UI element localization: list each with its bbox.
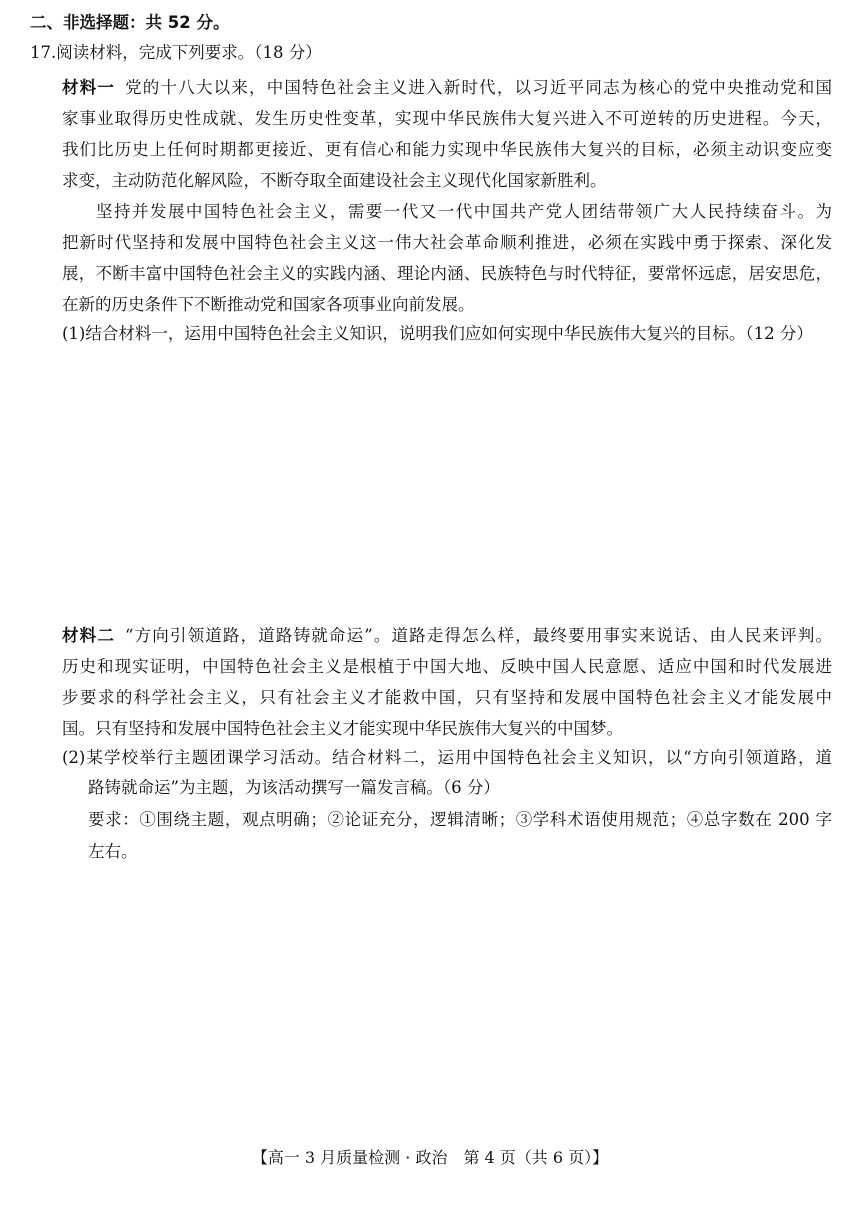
- question-2-line-1: (2)某学校举行主题团课学习活动。结合材料二，运用中国特色社会主义知识，以“方向引领道路，道: [62, 748, 832, 767]
- material1-line-2: 家事业取得历史性成就、发生历史性变革，实现中华民族伟大复兴进入不可逆转的历史进程。今天，: [62, 109, 832, 128]
- page-footer: 【高一 3 月质量检测 · 政治 第 4 页（共 6 页）】: [251, 1148, 609, 1167]
- material2-line-2: 历史和现实证明，中国特色社会主义是根植于中国大地、反映中国人民意愿、适应中国和时代发展进: [62, 657, 832, 676]
- requirements-line-2: 左右。: [88, 842, 138, 861]
- material1-p2-line-3: 展，不断丰富中国特色社会主义的实践内涵、理论内涵、民族特色与时代特征，要常怀远虑，居安思危，: [62, 264, 832, 283]
- material2-line-1: 材料二 “方向引领道路，道路铸就命运”。道路走得怎么样，最终要用事实来说话、由人民来评判。: [62, 626, 832, 645]
- material1-p2-line-2: 把新时代坚持和发展中国特色社会主义这一伟大社会革命顺利推进，必须在实践中勇于探索、深化发: [62, 233, 832, 252]
- material1-label: 材料一: [62, 78, 116, 97]
- question-2-line-2: 路铸就命运”为主题，为该活动撰写一篇发言稿。（6 分）: [88, 778, 500, 797]
- question-stem: 17.阅读材料，完成下列要求。（18 分）: [30, 43, 322, 62]
- requirements-line-1: 要求：①围绕主题，观点明确；②论证充分，逻辑清晰；③学科术语使用规范；④总字数在 200 字: [88, 810, 832, 829]
- material2-line-4: 国。只有坚持和发展中国特色社会主义才能实现中华民族伟大复兴的中国梦。: [62, 719, 623, 738]
- material1-line-3: 我们比历史上任何时期都更接近、更有信心和能力实现中华民族伟大复兴的目标，必须主动识变应变: [62, 140, 832, 159]
- material2-line-3: 步要求的科学社会主义，只有社会主义才能救中国，只有坚持和发展中国特色社会主义才能发展中: [62, 688, 832, 707]
- material1-line-1: 材料一 党的十八大以来，中国特色社会主义进入新时代，以习近平同志为核心的党中央推动党和国: [62, 78, 832, 97]
- material2-label: 材料二: [62, 626, 115, 645]
- section-title: 二、非选择题：共 52 分。: [30, 13, 230, 32]
- material1-line-4: 求变，主动防范化解风险，不断夺取全面建设社会主义现代化国家新胜利。: [62, 171, 607, 190]
- question-1: (1)结合材料一，运用中国特色社会主义知识，说明我们应如何实现中华民族伟大复兴的目标。（12 分）: [62, 324, 813, 343]
- material1-p2-line-1: 坚持并发展中国特色社会主义，需要一代又一代中国共产党人团结带领广大人民持续奋斗。为: [96, 202, 832, 221]
- material1-p2-line-4: 在新的历史条件下不断推动党和国家各项事业向前发展。: [62, 295, 475, 314]
